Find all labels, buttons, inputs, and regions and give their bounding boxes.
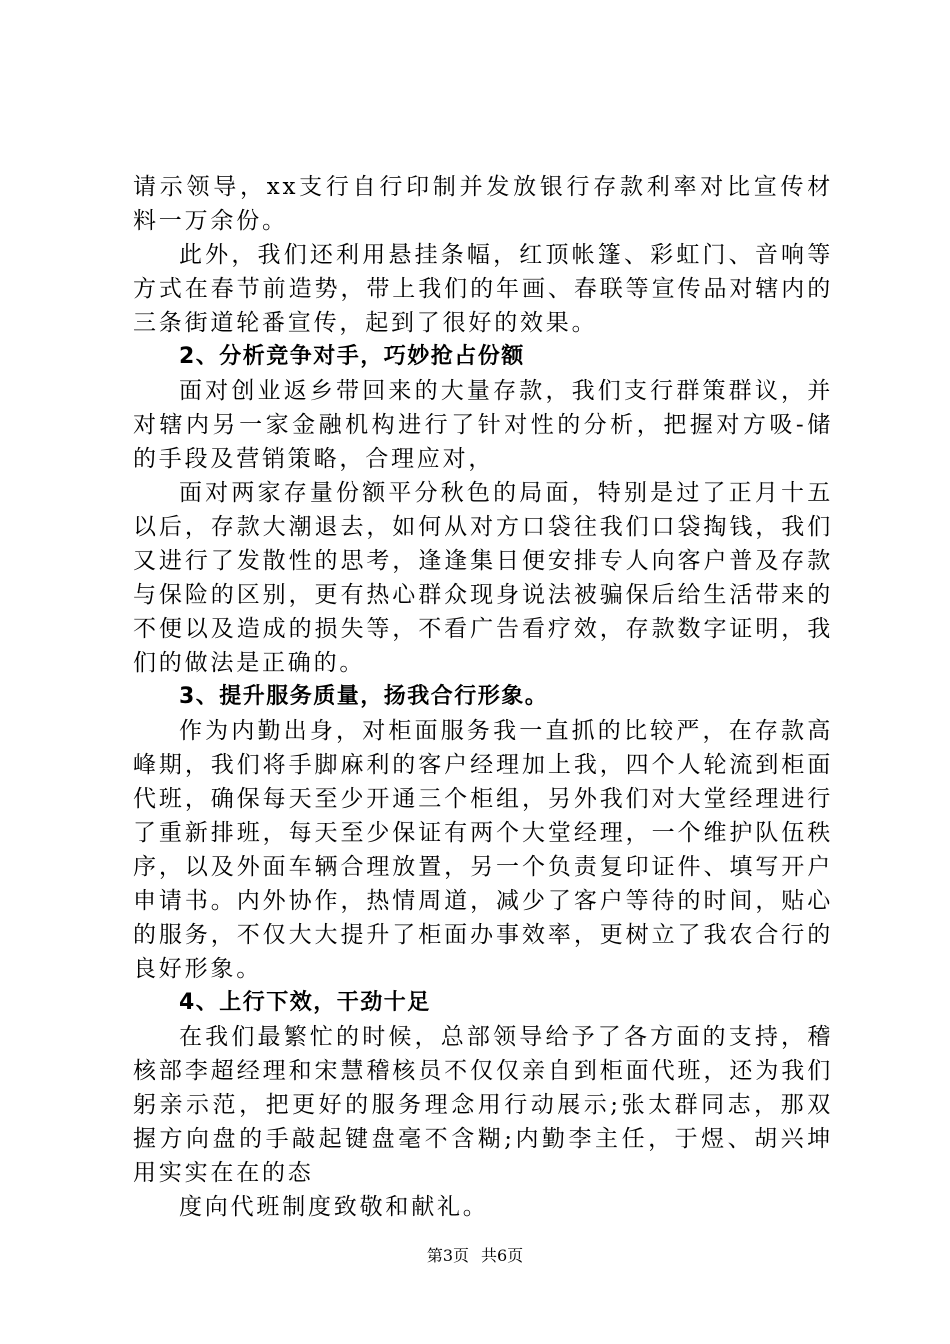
paragraph-continued: 请示领导，xx支行自行印制并发放银行存款利率对比宣传材料一万余份。 bbox=[133, 174, 833, 234]
paragraph-promotion-methods: 此外，我们还利用悬挂条幅，红顶帐篷、彩虹门、音响等方式在春节前造势，带上我们的年画、春联等宣传品对辖内的三条街道轮番宣传，起到了很好的效果。 bbox=[133, 242, 833, 336]
paragraph-market-share: 面对两家存量份额平分秋色的局面，特别是过了正月十五以后，存款大潮退去，如何从对方口袋往我们口袋掏钱，我们又进行了发散性的思考，逢逢集日便安排专人向客户普及存款与保险的区别，更有热心群众现身说法被骗保后给生活带来的不便以及造成的损失等，不看广告看疗效，存款数字证明，我们的做法是正确的。 bbox=[133, 480, 833, 676]
document-body bbox=[133, 170, 833, 1224]
page-footer bbox=[0, 1246, 950, 1266]
section-heading-2: 2、分析竞争对手，巧妙抢占份额 bbox=[179, 344, 525, 369]
paragraph-competitor-analysis: 面对创业返乡带回来的大量存款，我们支行群策群议，并对辖内另一家金融机构进行了针对性的分析，把握对方吸-储的手段及营销策略，合理应对， bbox=[133, 378, 833, 472]
page-number: 第3页 bbox=[426, 1246, 469, 1265]
page-total: 共6页 bbox=[481, 1246, 524, 1265]
paragraph-closing: 度向代班制度致敬和献礼。 bbox=[179, 1194, 489, 1220]
paragraph-leadership-support: 在我们最繁忙的时候，总部领导给予了各方面的支持，稽核部李超经理和宋慧稽核员不仅仅亲自到柜面代班，还为我们躬亲示范，把更好的服务理念用行动展示;张太群同志，那双握方向盘的手敲起键盘毫不含糊;内勤李主任，于煜、胡兴坤用实实在在的态 bbox=[133, 1024, 833, 1186]
paragraph-service-quality: 作为内勤出身，对柜面服务我一直抓的比较严，在存款高峰期，我们将手脚麻利的客户经理加上我，四个人轮流到柜面代班，确保每天至少开通三个柜组，另外我们对大堂经理进行了重新排班，每天至少保证有两个大堂经理，一个维护队伍秩序，以及外面车辆合理放置，另一个负责复印证件、填写开户申请书。内外协作，热情周道，减少了客户等待的时间，贴心的服务，不仅大大提升了柜面办事效率，更树立了我农合行的良好形象。 bbox=[133, 718, 833, 982]
section-heading-4: 4、上行下效，干劲十足 bbox=[179, 990, 431, 1015]
section-heading-3: 3、提升服务质量，扬我合行形象。 bbox=[179, 684, 549, 709]
